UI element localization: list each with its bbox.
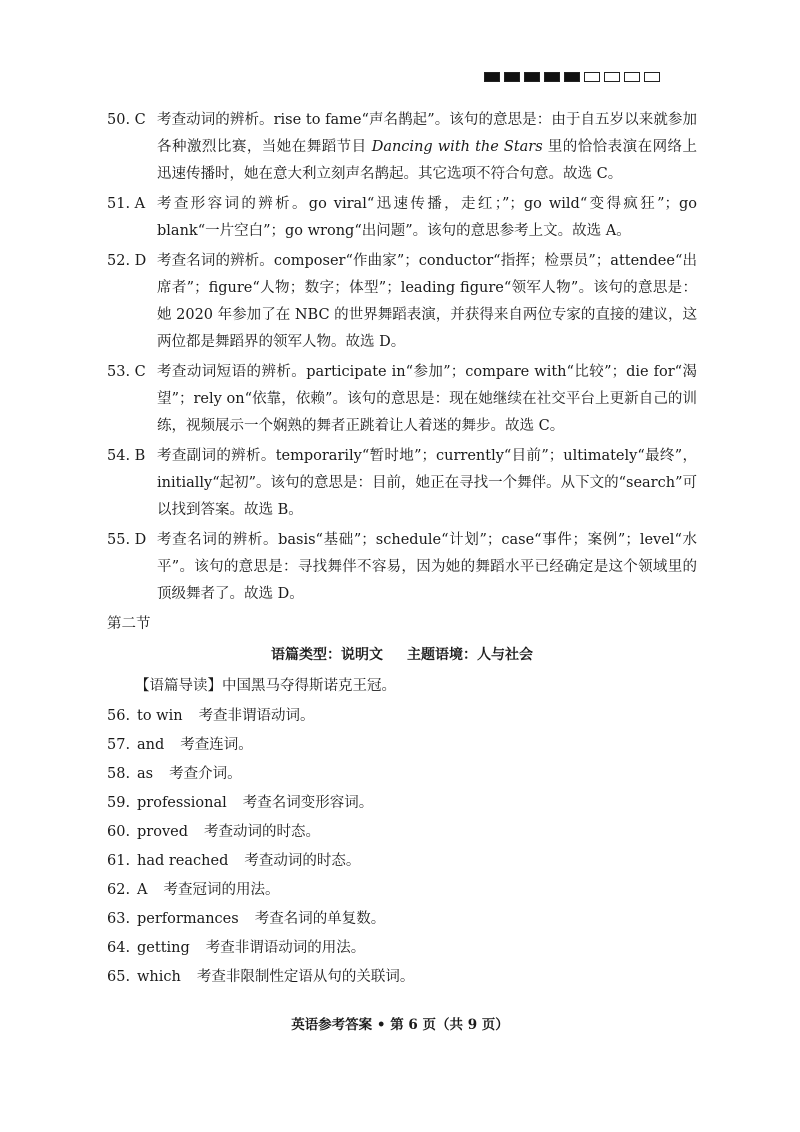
item-number: 55. D: [107, 532, 147, 548]
answer-word: as: [137, 766, 154, 782]
answer-description: 考查名词变形容词。: [242, 795, 374, 811]
answer-number: 60.: [107, 824, 131, 840]
page-progress-indicator: [484, 72, 660, 82]
answer-word: to win: [137, 708, 183, 724]
answer-list: [107, 702, 697, 992]
answer-row: [107, 818, 697, 847]
answer-description: 考查非谓语动词的用法。: [205, 940, 366, 956]
item-explanation: 考查名词的辨析。composer“作曲家”；conductor“指挥；检票员”；attendee“出席者”；figure“人物；数字；体型”；leading figure“领军人物”。该句的意思是：她 2020 年参加了在 NBC 的世界舞蹈表演，并获得来自两位专家的直接的建议，这两位都是舞蹈界的领军人物。故选 D。: [157, 253, 697, 350]
answer-row: [107, 702, 697, 731]
progress-box: [644, 72, 660, 82]
answer-number: 63.: [107, 911, 131, 927]
answer-row: [107, 789, 697, 818]
answer-item: [107, 527, 697, 608]
progress-box: [624, 72, 640, 82]
progress-box: [544, 72, 560, 82]
answer-description: 考查非谓语动词。: [198, 708, 315, 724]
progress-box: [524, 72, 540, 82]
passage-type: 语篇类型：说明文: [271, 647, 383, 663]
section-label: 第二节: [107, 616, 151, 632]
page-footer: 英语参考答案 • 第 6 页（共 9 页）: [291, 1017, 509, 1033]
answer-word: which: [137, 969, 181, 985]
answer-row: [107, 847, 697, 876]
item-number: 54. B: [107, 448, 146, 464]
answer-item: [107, 248, 697, 356]
answer-description: 考查动词的时态。: [244, 853, 361, 869]
answer-item: [107, 443, 697, 524]
answer-description: 考查连词。: [180, 737, 253, 753]
answer-description: 考查名词的单复数。: [254, 911, 386, 927]
item-explanation: 考查动词的辨析。rise to fame“声名鹊起”。该句的意思是：由于自五岁以来就参加各种激烈比赛，当她在舞蹈节目 Dancing with the Stars 里的恰恰表演在网络上迅速传播时，她在意大利立刻声名鹊起。其它选项不符合句意。故选 C。: [157, 112, 698, 182]
progress-box: [504, 72, 520, 82]
show-title: Dancing with the Stars: [371, 139, 543, 155]
answer-number: 65.: [107, 969, 131, 985]
answer-word: performances: [137, 911, 239, 927]
progress-box: [564, 72, 580, 82]
answer-number: 58.: [107, 766, 131, 782]
answer-description: 考查非限制性定语从句的关联词。: [196, 969, 415, 985]
answer-key-content: [107, 107, 697, 992]
item-explanation: 考查名词的辨析。basis“基础”；schedule“计划”；case“事件；案例”；level“水平”。该句的意思是：寻找舞伴不容易，因为她的舞蹈水平已经确定是这个领域里的顶级舞者了。故选 D。: [157, 532, 697, 602]
progress-box: [484, 72, 500, 82]
passage-type-heading: [107, 642, 697, 669]
answer-description: 考查介词。: [169, 766, 242, 782]
answer-number: 56.: [107, 708, 131, 724]
answer-item: [107, 359, 697, 440]
passage-theme: 主题语境：人与社会: [407, 647, 533, 663]
answer-number: 57.: [107, 737, 131, 753]
answer-word: proved: [137, 824, 188, 840]
answer-word: A: [137, 882, 148, 898]
passage-guide: 【语篇导读】中国黑马夺得斯诺克王冠。: [135, 678, 396, 694]
answer-number: 59.: [107, 795, 131, 811]
answer-number: 62.: [107, 882, 131, 898]
answer-row: [107, 905, 697, 934]
answer-row: [107, 876, 697, 905]
answer-item: [107, 191, 697, 245]
answer-number: 64.: [107, 940, 131, 956]
answer-row: [107, 934, 697, 963]
item-number: 53. C: [107, 364, 146, 380]
answer-word: had reached: [137, 853, 229, 869]
answer-number: 61.: [107, 853, 131, 869]
answer-row: [107, 963, 697, 992]
progress-box: [584, 72, 600, 82]
item-explanation: 考查副词的辨析。temporarily“暂时地”；currently“目前”；ultimately“最终”，initially“起初”。该句的意思是：目前，她正在寻找一个舞伴。从下文的“search”可以找到答案。故选 B。: [157, 448, 697, 518]
answer-item: [107, 107, 697, 188]
item-explanation: 考查动词短语的辨析。participate in“参加”；compare with“比较”；die for“渴望”；rely on“依靠，依赖”。该句的意思是：现在她继续在社交平台上更新自己的训练，视频展示一个娴熟的舞者正跳着让人着迷的舞步。故选 C。: [157, 364, 697, 434]
item-number: 51. A: [107, 196, 146, 212]
answer-row: [107, 760, 697, 789]
item-number: 52. D: [107, 253, 147, 269]
answer-description: 考查冠词的用法。: [163, 882, 280, 898]
progress-box: [604, 72, 620, 82]
item-number: 50. C: [107, 112, 146, 128]
item-explanation: 考查形容词的辨析。go viral“迅速传播，走红；”；go wild“变得疯狂”；go blank“一片空白”；go wrong“出问题”。该句的意思参考上文。故选 A。: [157, 196, 697, 239]
answer-description: 考查动词的时态。: [204, 824, 320, 840]
answer-word: professional: [137, 795, 227, 811]
answer-word: and: [137, 737, 165, 753]
answer-word: getting: [137, 940, 190, 956]
answer-row: [107, 731, 697, 760]
